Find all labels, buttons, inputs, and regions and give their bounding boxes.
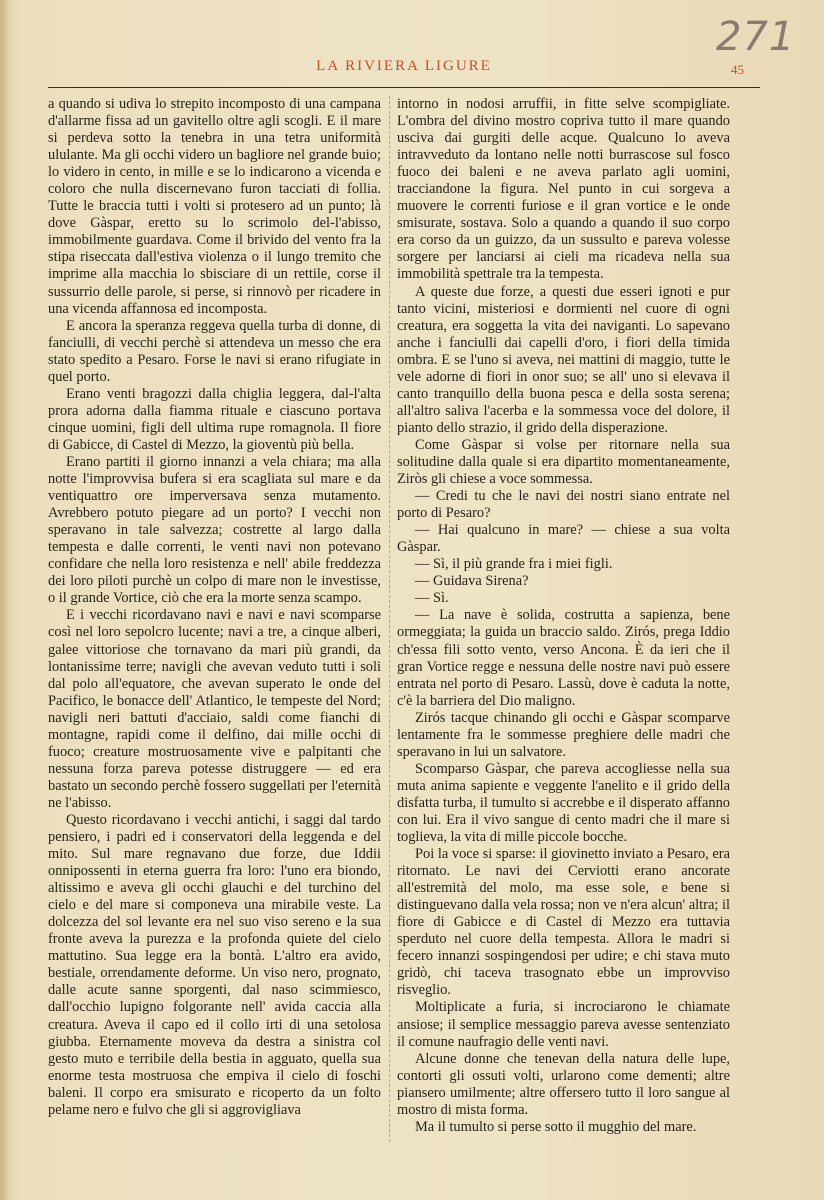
- paragraph: Alcune donne che tenevan della natura delle lupe, contorti gli ossuti volti, urlarono come dementi; altre piansero umilmente; altre offersero tutto il loro sangue al mostro di mista forma.: [397, 1050, 730, 1118]
- page-header: [48, 58, 760, 80]
- paragraph: — Sì, il più grande fra i miei figli.: [415, 556, 613, 573]
- page-number: 45: [731, 62, 744, 77]
- paragraph: Poi la voce si sparse: il giovinetto inviato a Pesaro, era ritornato. Le navi dei Cerviotti erano ancorate all'estremità del molo, ma esse sole, e bene si distinguevano dalla vela rossa; non ve n'era alcun' altra; il fiore di Gabicce e di Castel di Mezzo era tuttavia sperduto nel cuore della tempesta. Allora le madri si fecero innanzi sospingendosi per udire; e chi stava muto gridò, chi taceva trasognato ebbe un improvviso risveglio.: [397, 846, 730, 999]
- header-rule: [48, 87, 760, 88]
- paragraph: Erano partiti il giorno innanzi a vela chiara; ma alla notte l'improvvisa bufera si era scagliata sul mare e da ventiquattro ore imperversava senza mutamento. Avrebbero potuto piegare ad un porto? I vecchi non speravano in tale salvezza; costrette al largo dalla tempesta e dalle correnti, le venti navi non potevano confidare che nella loro resistenza e nell' abile freddezza dei loro piloti purchè un colpo di mare non le investisse, o il grande Vortice, ciò che era la morte senza scampo.: [48, 453, 381, 607]
- paragraph: E i vecchi ricordavano navi e navi e navi scomparse così nel loro sepolcro lucente; navi a tre, a cinque alberi, galee vittoriose che tornavano da mari più grandi, da lontanissime terre; navigli che avevan veduto tutti i soli dal polo all'equatore, che avevan superato le onde del Pacifico, le bonacce dell' Atlantico, le tempeste del Nord; navigli neri battuti d'acciaio, saldi come fianchi di montagne, rapidi come il delfino, dai mille occhi di fuoco; creature mostruosamente vive e palpitanti che nessuna forza pareva potesse distruggere — ed era bastato un secondo perchè fossero suggellati per l'eternità ne l'abisso.: [48, 607, 381, 811]
- paragraph: Questo ricordavano i vecchi antichi, i saggi dal tardo pensiero, i padri ed i conservatori della leggenda e del mito. Sul mare regnavano due forze, due Iddii onnipossenti in eterna guerra fra loro: l'uno era biondo, altissimo e aveva gli occhi glauchi e del turchino del cielo e del mare si componeva una mirabile veste. La dolcezza del sol levante era nel suo viso sereno e la sua fronte aveva la purezza e la profonda quiete del cielo mattutino. Sua legge era la bontà. L'altro era avido, bestiale, orrendamente deforme. Un viso nero, prognato, dalle acute sanne sporgenti, dal naso scimmiesco, dall'occhio lupigno folgorante nell' avida caccia alla creatura. Aveva il capo ed il collo irti di una setolosa giubba. Eternamente moveva da destra a sinistra col gesto muto e terribile della bestia in agguato, quella sua enorme testa mostruosa che empiva il cielo di foschi baleni. Il corpo era smisurato e ricoperto da un folto pelame nero e fulvo che gli si aggrovigliava: [48, 811, 381, 1118]
- paragraph: Ma il tumulto si perse sotto il mugghio del mare.: [415, 1118, 697, 1135]
- binding-shadow: [0, 0, 10, 1200]
- paragraph: Scomparso Gàspar, che pareva accogliesse nella sua muta anima sapiente e veggente l'anelito e il grido della disfatta turba, il tumulto si accrebbe e il disperato affanno con lui. Era il vivo sangue di cento madri che il mare si toglieva, la vita di mille piccole bocche.: [397, 760, 730, 846]
- paragraph: E ancora la speranza reggeva quella turba di donne, di fanciulli, di vecchi perchè si attendeva un messo che era stato spedito a Pesaro. Forse le navi si erano rifugiate in quel porto.: [48, 317, 381, 385]
- paragraph: — Credi tu che le navi dei nostri siano entrate nel porto di Pesaro?: [397, 488, 730, 522]
- paragraph: Zirós tacque chinando gli occhi e Gàspar scomparve lentamente fra le sommesse preghiere delle madri che speravano in lui un salvatore.: [397, 709, 730, 760]
- left-column: [48, 96, 381, 1119]
- paragraph: — Hai qualcuno in mare? — chiese a sua volta Gàspar.: [397, 522, 730, 556]
- right-column: [397, 96, 730, 1136]
- paragraph: A queste due forze, a questi due esseri ignoti e pur tanto vicini, misteriosi e dormienti nel cuore di ogni creatura, era soggetta la vita dei naviganti. Lo sapevano anche i fanciulli dai capelli d'oro, i fiori della timida ombra. E se l'uno si aveva, nei mattini di maggio, tutte le vele adorne di fiori in onor suo; se all' uno si elevava il canto tranquillo della buona pesca e della sosta serena; all'altro saliva l'acerba e la sommessa voce del dolore, il pianto dello strazio, il grido della disperazione.: [397, 283, 730, 436]
- paragraph: Come Gàspar si volse per ritornare nella sua solitudine dalla quale si era dipartito momentaneamente, Ziròs gli chiese a voce sommessa.: [397, 436, 730, 488]
- handwritten-note: 271: [716, 14, 796, 60]
- paragraph: — La nave è solida, costrutta a sapienza, bene ormeggiata; la guida un braccio saldo. Zirós, prega Iddio ch'essa fili sotto vento, verso Ancona. È da ieri che il gran Vortice regge e nessuna delle nostre navi può essere entrata nel porto di Pesaro. Lassù, dove è caduta la notte, c'è la barriera del Dio maligno.: [397, 607, 730, 709]
- running-title: LA RIVIERA LIGURE: [316, 58, 492, 74]
- paragraph: — Sì.: [415, 590, 449, 607]
- paragraph: Erano venti bragozzi dalla chiglia leggera, dal-l'alta prora adorna dalla fiamma rituale e ciascuno portava cinque uomini, figli dell ultima rupe romagnola. Il fiore di Gabicce, di Castel di Mezzo, la gioventù più bella.: [48, 385, 381, 453]
- paragraph: a quando si udiva lo strepito incomposto di una campana d'allarme fissa ad un gavitello oltre agli scogli. E il mare si perdeva sotto la tenebra in una tetra uniformità ululante. Ma gli occhi videro un bagliore nel grande buio; lo videro in cento, in mille e se lo indicarono a vicenda e coloro che nulla discernevano furon tacciati di follia. Tutte le braccia tutti i volti si protesero ad un punto; là dove Gàspar, eretto su lo scrimolo del-l'abisso, immobilmente guardava. Come il brivido del vento fra la stipa riseccata dall'estiva violenza o il lungo tremito che imprime alla macchia lo sbisciare di un rettile, corse il sussurrio delle parole, si perse, si rinnovò per ricadere in una vicenda affannosa ed incomposta.: [48, 96, 381, 317]
- paragraph: — Guidava Sirena?: [415, 573, 529, 590]
- paragraph: intorno in nodosi arruffii, in fitte selve scompigliate. L'ombra del divino mostro copriva tutto il mare quando usciva dai gurgiti delle acque. Qualcuno lo aveva intravveduto da lontano nelle notti burrascose sul fosco fuoco dei baleni e ne aveva parlato agli uomini, tracciandone la figura. Nel punto in cui sorgeva a muovere le correnti furiose e il gran vortice e le onde smisurate, sostava. Solo a quando a quando il suo corpo era corso da un guizzo, da un sussulto e pareva volesse sorgere per lanciarsi ai cieli ma ricadeva nella sua immobilità spettrale tra la tempesta.: [397, 96, 730, 283]
- column-divider: [389, 96, 390, 1142]
- paragraph: Moltiplicate a furia, si incrociarono le chiamate ansiose; il semplice messaggio pareva avesse sentenziato il comune naufragio delle venti navi.: [397, 999, 730, 1050]
